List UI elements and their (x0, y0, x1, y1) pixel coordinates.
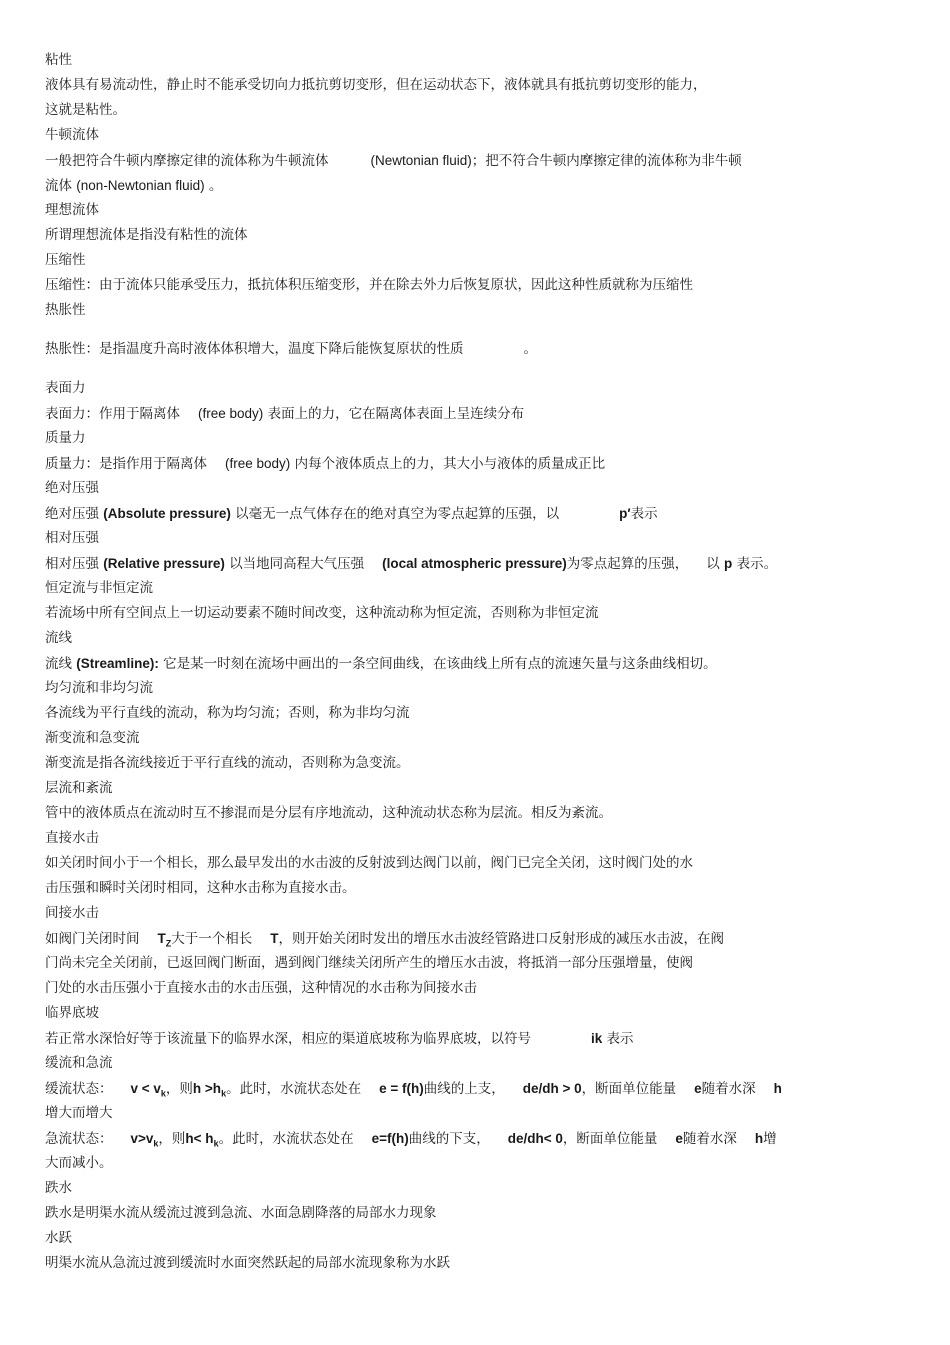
term-definition: 若流场中所有空间点上一切运动要素不随时间改变，这种流动称为恒定流，否则称为非恒定流 (45, 605, 599, 621)
symbol: ik (591, 1031, 603, 1046)
text-run: 。 (523, 341, 537, 357)
formula: h< h (185, 1131, 214, 1146)
term-definition (45, 1026, 885, 1051)
term-definition (45, 1076, 885, 1101)
term-heading-streamline: 流线 (45, 630, 72, 646)
english-term: (Newtonian fluid) (370, 153, 472, 168)
text-run: 增 (763, 1131, 777, 1147)
term-heading-compressibility: 压缩性 (45, 252, 86, 268)
text-run: 绝对压强 (45, 506, 104, 522)
english-term: (Absolute pressure) (103, 506, 231, 521)
text-run: 以当地同高程大气压强 (224, 556, 365, 572)
formula: e = f(h) (379, 1081, 424, 1096)
text-run: 内每个液体质点上的力，其大小与液体的质量成正比 (290, 456, 606, 472)
text-run: 表示。 (732, 556, 778, 572)
term-definition: 渐变流是指各流线接近于平行直线的流动，否则称为急变流。 (45, 755, 410, 771)
term-heading-hydraulic-drop: 跌水 (45, 1180, 72, 1196)
text-run: ；把不符合牛顿内摩擦定律的流体称为非牛顿 (471, 153, 742, 169)
text-run: 它是某一时刻在流场中画出的一条空间曲线，在该曲线上所有点的流速矢量与这条曲线相切。 (158, 656, 717, 672)
term-definition (45, 451, 885, 476)
symbol: p′ (619, 506, 631, 521)
english-term: (free body) (198, 406, 264, 421)
english-term: (Relative pressure) (103, 556, 225, 571)
term-definition (45, 651, 885, 676)
term-heading-hydraulic-jump: 水跃 (45, 1230, 72, 1246)
term-heading-ideal-fluid: 理想流体 (45, 202, 99, 218)
text-run: 为零点起算的压强， (566, 556, 689, 572)
text-run: 若正常水深恰好等于该流量下的临界水深，相应的渠道底坡称为临界底坡，以符号 (45, 1031, 531, 1047)
formula: e=f(h) (371, 1131, 409, 1146)
text-run: 随着水深 (701, 1081, 756, 1097)
text-run: ，则开始关闭时发出的增压水击波经管路进口反射形成的减压水击波，在阀 (278, 931, 724, 947)
term-heading-gradual-flow: 渐变流和急变流 (45, 730, 140, 746)
term-heading-thermal-expansion: 热胀性 (45, 302, 86, 318)
formula: v>v (130, 1131, 154, 1146)
text-run: 随着水深 (682, 1131, 737, 1147)
english-term: (Streamline): (76, 656, 159, 671)
symbol-subscript: k (160, 1088, 166, 1099)
symbol-subscript: Z (165, 938, 172, 949)
english-term: (free body) (225, 456, 291, 471)
term-definition (45, 173, 885, 198)
term-definition: 压缩性：由于流体只能承受压力，抵抗体积压缩变形，并在除去外力后恢复原状，因此这种性质就称为压缩性 (45, 277, 693, 293)
term-definition: 大而减小。 (45, 1155, 113, 1171)
term-definition: 击压强和瞬时关闭时相同，这种水击称为直接水击。 (45, 880, 356, 896)
text-run: 缓流状态： (45, 1081, 113, 1097)
text-run: 。 (204, 178, 223, 194)
text-run: 急流状态： (45, 1131, 113, 1147)
term-heading-critical-slope: 临界底坡 (45, 1005, 99, 1021)
term-definition (45, 926, 885, 951)
term-definition: 这就是粘性。 (45, 102, 126, 118)
text-run: 表面力：作用于隔离体 (45, 406, 180, 422)
symbol: e (694, 1081, 702, 1096)
text-run: 曲线的上支， (423, 1081, 505, 1097)
text-run: 大于一个相长 (171, 931, 253, 947)
text-run: 表面上的力，它在隔离体表面上呈连续分布 (263, 406, 525, 422)
symbol-subscript: k (153, 1138, 159, 1149)
term-definition (45, 501, 885, 526)
term-definition: 液体具有易流动性，静止时不能承受切向力抵抗剪切变形，但在运动状态下，液体就具有抵抗剪切变形的能力， (45, 77, 707, 93)
symbol: e (675, 1131, 683, 1146)
symbol: h (754, 1131, 764, 1146)
symbol: T (270, 931, 279, 946)
text-run: 热胀性：是指温度升高时液体体积增大，温度下降后能恢复原状的性质 (45, 341, 464, 357)
term-heading-uniform-flow: 均匀流和非均匀流 (45, 680, 153, 696)
symbol: h (773, 1081, 782, 1096)
text-run: 表示 (630, 506, 658, 522)
text-run: ，断面单位能量 (581, 1081, 677, 1097)
text-run: 曲线的下支， (408, 1131, 490, 1147)
text-run: ，断面单位能量 (562, 1131, 658, 1147)
formula: v < v (130, 1081, 161, 1096)
text-run: ，则 (165, 1081, 193, 1097)
symbol-subscript: k (221, 1088, 227, 1099)
text-run: 质量力：是指作用于隔离体 (45, 456, 207, 472)
term-heading-direct-water-hammer: 直接水击 (45, 830, 99, 846)
term-definition: 跌水是明渠水流从缓流过渡到急流、水面急剧降落的局部水力现象 (45, 1205, 437, 1221)
formula: h >h (192, 1081, 222, 1096)
text-run: ，则 (158, 1131, 186, 1147)
term-definition (45, 1126, 885, 1151)
term-heading-laminar-flow: 层流和紊流 (45, 780, 113, 796)
term-heading-newtonian: 牛顿流体 (45, 127, 99, 143)
symbol-subscript: k (213, 1138, 219, 1149)
text-run: 以 (706, 556, 725, 572)
symbol: p (724, 556, 733, 571)
term-definition: 所谓理想流体是指没有粘性的流体 (45, 227, 248, 243)
text-run: 。此时，水流状态处在 (226, 1081, 362, 1097)
term-definition: 管中的液体质点在流动时互不掺混而是分层有序地流动，这种流动状态称为层流。相反为紊流。 (45, 805, 612, 821)
term-definition (45, 148, 885, 173)
term-heading-steady-flow: 恒定流与非恒定流 (45, 580, 153, 596)
symbol: T (157, 931, 166, 946)
term-definition: 门处的水击压强小于直接水击的水击压强，这种情况的水击称为间接水击 (45, 980, 477, 996)
term-definition (45, 401, 885, 426)
term-heading-indirect-water-hammer: 间接水击 (45, 905, 99, 921)
text-run: 一般把符合牛顿内摩擦定律的流体称为牛顿流体 (45, 153, 329, 169)
text-run: 相对压强 (45, 556, 104, 572)
english-term: (local atmospheric pressure) (382, 556, 567, 571)
term-definition (45, 551, 885, 576)
text-run: 如阀门关闭时间 (45, 931, 140, 947)
term-definition: 明渠水流从急流过渡到缓流时水面突然跃起的局部水流现象称为水跃 (45, 1255, 450, 1271)
text-run: 以毫无一点气体存在的绝对真空为零点起算的压强，以 (230, 506, 560, 522)
term-heading-viscosity: 粘性 (45, 52, 72, 68)
text-run: 。此时，水流状态处在 (218, 1131, 354, 1147)
formula: de/dh > 0 (522, 1081, 582, 1096)
term-heading-subcritical-supercritical: 缓流和急流 (45, 1055, 113, 1071)
term-heading-surface-force: 表面力 (45, 380, 86, 396)
term-definition: 门尚未完全关闭前，已返回阀门断面，遇到阀门继续关闭所产生的增压水击波，将抵消一部分压强增量，使阀 (45, 955, 693, 971)
text-run: 流体 (45, 178, 77, 194)
formula: de/dh< 0 (507, 1131, 563, 1146)
term-definition: 各流线为平行直线的流动，称为均匀流；否则，称为非均匀流 (45, 705, 410, 721)
term-heading-relative-pressure: 相对压强 (45, 530, 99, 546)
text-run: 表示 (602, 1031, 634, 1047)
english-term: (non-Newtonian fluid) (76, 178, 205, 193)
term-heading-absolute-pressure: 绝对压强 (45, 480, 99, 496)
term-definition: 增大而增大 (45, 1105, 113, 1121)
text-run: 流线 (45, 656, 77, 672)
document-page (45, 48, 885, 1276)
term-definition (45, 337, 885, 362)
term-heading-mass-force: 质量力 (45, 430, 86, 446)
term-definition: 如关闭时间小于一个相长，那么最早发出的水击波的反射波到达阀门以前，阀门已完全关闭，这时阀门处的水 (45, 855, 693, 871)
